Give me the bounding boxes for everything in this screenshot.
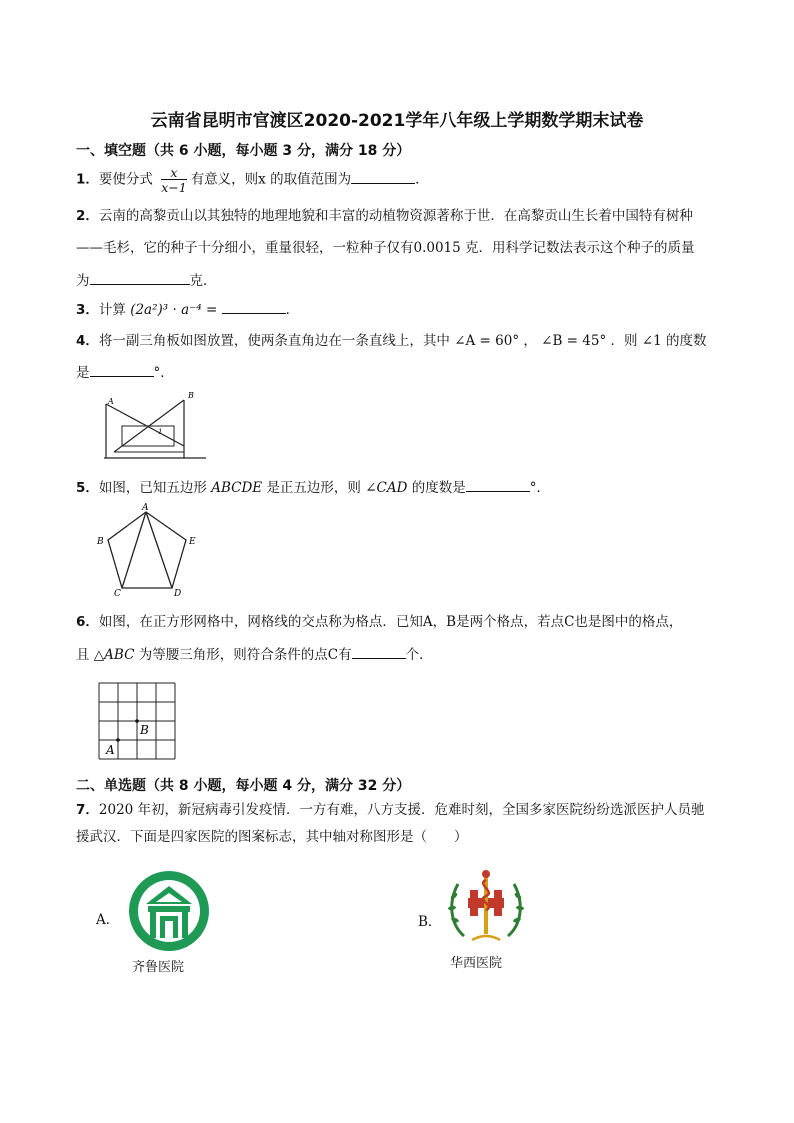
- q7-line-1: 2020 年初，新冠病毒引发疫情．一方有难，八方支援．危难时刻，全国多家医院纷纷选派医护人员驰: [98, 802, 705, 818]
- option-a-label[interactable]: A．: [96, 912, 120, 928]
- answer-blank[interactable]: [351, 169, 415, 184]
- question-4: [76, 331, 756, 383]
- qilu-hospital-logo[interactable]: [126, 868, 212, 954]
- q6-line-2-end: 个．: [405, 647, 433, 663]
- q2-line-3-post: 克．: [189, 273, 217, 289]
- grid-label-b: B: [140, 723, 149, 737]
- question-number: 1．: [76, 171, 99, 188]
- question-6: [76, 612, 756, 665]
- q6-line-1: 如图，在正方形网格中，网格线的交点称为格点．已知A，B是两个格点，若点C也是图中的格点，: [98, 614, 683, 630]
- figure-label-b: B: [188, 391, 194, 400]
- option-b-caption: 华西医院: [450, 956, 503, 971]
- set-square-figure: [96, 390, 208, 462]
- question-1: [76, 166, 756, 194]
- q5-text-mid: 是正五边形，则: [266, 480, 361, 496]
- grid-figure: [98, 682, 178, 760]
- answer-blank[interactable]: [90, 270, 190, 285]
- vertex-label-b: B: [97, 537, 104, 547]
- q7-line-2: 援武汉．下面是四家医院的图案标志，其中轴对称图形是（ ）: [76, 829, 468, 845]
- q5-end: °．: [529, 480, 550, 496]
- answer-blank[interactable]: [222, 299, 286, 314]
- q4-line-2-pre: 是: [76, 365, 90, 381]
- triangle-name: △ABC: [93, 647, 135, 663]
- fraction: [161, 166, 186, 194]
- q1-end: ．: [415, 171, 429, 188]
- vertex-label-e: E: [189, 537, 196, 547]
- option-a-caption: 齐鲁医院: [132, 960, 185, 975]
- q2-line-1: 云南的高黎贡山以其独特的地理地貌和丰富的动植物资源著称于世．在高黎贡山生长着中国特有树种: [98, 208, 693, 224]
- q1-text-post: 有意义，则x 的取值范围为: [190, 171, 352, 188]
- grid-point-a: [116, 738, 120, 742]
- vertex-label-a: A: [142, 503, 149, 513]
- question-3: [76, 299, 756, 320]
- grid-point-b: [135, 719, 139, 723]
- figure-label-a: A: [108, 397, 114, 406]
- question-number: 6．: [76, 614, 99, 630]
- q5-text-pre: 如图，已知五边形: [98, 480, 207, 496]
- question-5: [76, 477, 756, 498]
- q3-text-pre: 计算: [98, 302, 126, 318]
- q6-line-2-pre: 且: [76, 647, 90, 663]
- question-number: 3．: [76, 302, 99, 318]
- grid-label-a: A: [106, 743, 115, 757]
- huaxi-hospital-logo[interactable]: [444, 866, 528, 950]
- question-number: 2．: [76, 208, 99, 224]
- answer-blank[interactable]: [352, 644, 406, 659]
- question-7: [76, 800, 756, 847]
- q4-line-1: 将一副三角板如图放置，使两条直角边在一条直线上，其中 ∠A = 60° ， ∠B = 45° ．则 ∠1 的度数: [98, 333, 707, 349]
- q5-text-post: 的度数是: [411, 480, 466, 496]
- q6-line-2-mid: 为等腰三角形，则符合条件的点C有: [138, 647, 352, 663]
- question-number: 7．: [76, 802, 99, 818]
- q2-line-3-pre: 为: [76, 273, 90, 289]
- math-expression: (2a²)³ · a⁻⁴ =: [130, 302, 218, 318]
- question-number: 4．: [76, 333, 99, 349]
- figure-label-angle-1: 1: [158, 428, 163, 436]
- pentagon-name: ABCDE: [211, 480, 263, 496]
- angle-name: ∠CAD: [365, 480, 408, 496]
- section-single-choice: 二、单选题（共 8 小题，每小题 4 分，满分 32 分）: [76, 778, 411, 794]
- q1-text-pre: 要使分式: [98, 171, 153, 188]
- q2-line-2: ——毛杉，它的种子十分细小，重量很轻，一粒种子仅有0.0015 克．用科学记数法表示这个种子的质量: [76, 240, 695, 256]
- q3-end: ．: [285, 302, 300, 318]
- question-number: 5．: [76, 480, 99, 496]
- vertex-label-d: D: [174, 589, 182, 598]
- answer-blank[interactable]: [466, 477, 530, 492]
- pentagon-figure: [94, 502, 204, 598]
- question-2: [76, 206, 756, 291]
- answer-blank[interactable]: [90, 362, 154, 377]
- vertex-label-c: C: [114, 589, 121, 598]
- q4-line-2-post: °．: [153, 365, 174, 381]
- fraction-denominator: x−1: [161, 180, 187, 195]
- fraction-numerator: x: [170, 165, 178, 180]
- page-title: 云南省昆明市官渡区2020-2021学年八年级上学期数学期末试卷: [150, 111, 644, 131]
- section-fill-in: 一、填空题（共 6 小题，每小题 3 分，满分 18 分）: [76, 143, 411, 159]
- option-b-label[interactable]: B．: [418, 914, 442, 930]
